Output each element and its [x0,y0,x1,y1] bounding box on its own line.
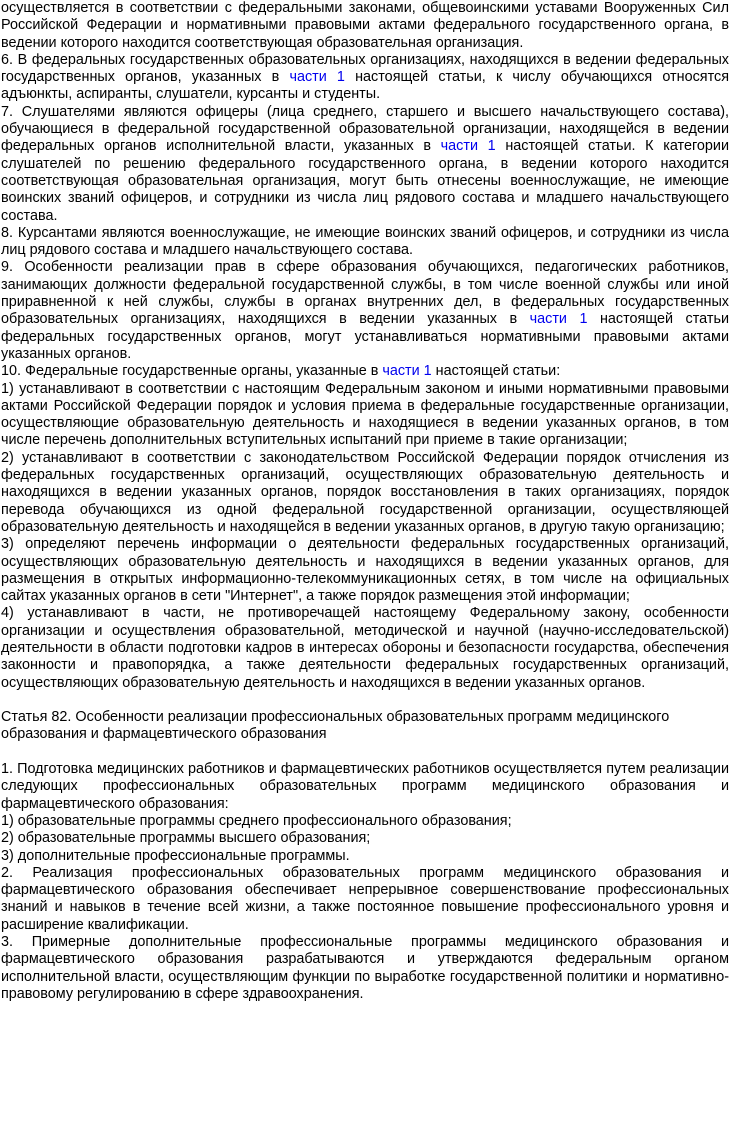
paragraph [0,450,730,536]
paragraph-text: 2. Реализация профессиональных образовательных программ медицинского образования и фармацевтического образования обеспечивает непрерывное совершенствование профессиональных знаний и навыков в течение всей жизни, а также постоянное повышение профессионального уровня и расширение квалификации. [1,864,729,933]
paragraph [0,848,730,865]
paragraph-text: 3) дополнительные профессиональные программы. [1,847,350,864]
paragraph [0,259,730,363]
paragraph-text: настоящей статьи, к числу обучающихся относятся адъюнкты, аспиранты, слушатели, курсанты и студенты. [1,69,729,103]
paragraph-text: настоящей статьи: [431,363,561,380]
paragraph-text: 10. Федеральные государственные органы, указанные в [1,363,383,380]
paragraph-text: 2) образовательные программы высшего образования; [1,830,371,847]
paragraph [0,363,730,380]
paragraph-text: Статья 82. Особенности реализации профессиональных образовательных программ медицинского образования и фармацевтического образования [1,709,670,743]
paragraph-text: 3) определяют перечень информации о деятельности федеральных государственных организаций, осуществляющих образовательную деятельность и находящихся в ведении указанных органов, для размещения в открытых информационно-телекоммуникационных сетях, в том числе на официальных сайтах указанных органов в сети "Интернет", а также порядок размещения этой информации; [1,536,729,605]
paragraph [0,0,730,52]
paragraph-text: 3. Примерные дополнительные профессиональные программы медицинского образования и фармацевтического образования разрабатываются и утверждаются федеральным органом исполнительной власти, осуществляющим функции по выработке государственной политики и нормативно-правовому регулированию в сфере здравоохранения. [1,934,729,1002]
part-reference-link[interactable]: части 1 [289,69,345,86]
paragraph [0,865,730,934]
paragraph [0,52,730,104]
paragraph-text: осуществляется в соответствии с федеральными законами, общевоинскими уставами Вооруженных Сил Российской Федерации и нормативными правовыми актами федерального государственного органа, в ведении которого находится соответствующая образовательная организация. [1,0,729,51]
blank-line [0,744,730,761]
paragraph [0,813,730,830]
part-reference-link[interactable]: части 1 [440,138,496,155]
paragraph-text: 7. Слушателями являются офицеры (лица среднего, старшего и высшего начальствующего состава), обучающиеся в федеральной государственной образовательной организации, находящейся в ведении федеральных органов исполнительной власти, указанных в [1,103,729,155]
paragraph [0,605,730,691]
paragraph [0,830,730,847]
paragraph-text: 1) образовательные программы среднего профессионального образования; [1,812,512,829]
article-title [0,709,730,744]
paragraph-text: 6. В федеральных государственных образовательных организациях, находящихся в ведении федеральных государственных органов, указанных в [1,51,729,86]
paragraph-text: настоящей статьи. К категории слушателей по решению федерального государственного органа, в ведении которого находится соответствующая образовательная организация, могут быть отнесены военнослужащие, не имеющие воинских званий офицеров, и сотрудники из числа лиц рядового состава и младшего начальствующего состава. [1,138,729,224]
paragraph-text: 1) устанавливают в соответствии с настоящим Федеральным законом и иными нормативными правовыми актами Российской Федерации порядок и условия приема в федеральные государственные организации, осуществляющие образовательную деятельность и находящиеся в ведении указанных органов, в том числе перечень дополнительных вступительных испытаний при приеме в такие организации; [1,380,729,449]
paragraph [0,225,730,260]
paragraph-text: 1. Подготовка медицинских работников и фармацевтических работников осуществляется путем реализации следующих профессиональных образовательных программ медицинского образования и фармацевтического образования: [1,761,729,812]
paragraph-text: 9. Особенности реализации прав в сфере образования обучающихся, педагогических работников, занимающих должности федеральной государственной службы, в том числе военной службы или иной приравненной к ней службы, службы в органах внутренних дел, в федеральных государственных образовательных организациях, находящихся в ведении указанных в [1,259,729,328]
paragraph-text: 4) устанавливают в части, не противоречащей настоящему Федеральному закону, особенности организации и осуществления образовательной, методической и научной (научно-исследовательской) деятельности в области подготовки кадров в интересах обороны и безопасности государства, обеспечения законности и правопорядка, а также деятельности федеральных государственных организаций, осуществляющих образовательную деятельность и находящихся в ведении указанных органов. [1,605,729,691]
paragraph [0,761,730,813]
paragraph-text: настоящей статьи федеральных государственных органов, могут устанавливаться нормативными правовыми актами указанных органов. [1,311,729,362]
blank-line [0,692,730,709]
paragraph-text: 8. Курсантами являются военнослужащие, не имеющие воинских званий офицеров, и сотрудники из числа лиц рядового состава и младшего начальствующего состава. [1,224,729,259]
paragraph [0,104,730,225]
part-reference-link[interactable]: части 1 [382,363,432,380]
paragraph [0,536,730,605]
paragraph [0,934,730,1003]
paragraph [0,381,730,450]
paragraph-text: 2) устанавливают в соответствии с законодательством Российской Федерации порядок отчисления из федеральных государственных организаций, осуществляющих образовательную деятельность и находящихся в ведении указанных органов, порядок восстановления в таких организациях, порядок перевода обучающихся из одной федеральной государственной организации, осуществляющей образовательную деятельность и находящейся в ведении указанных органов, в другую такую организацию; [1,449,729,535]
part-reference-link[interactable]: части 1 [529,311,588,328]
